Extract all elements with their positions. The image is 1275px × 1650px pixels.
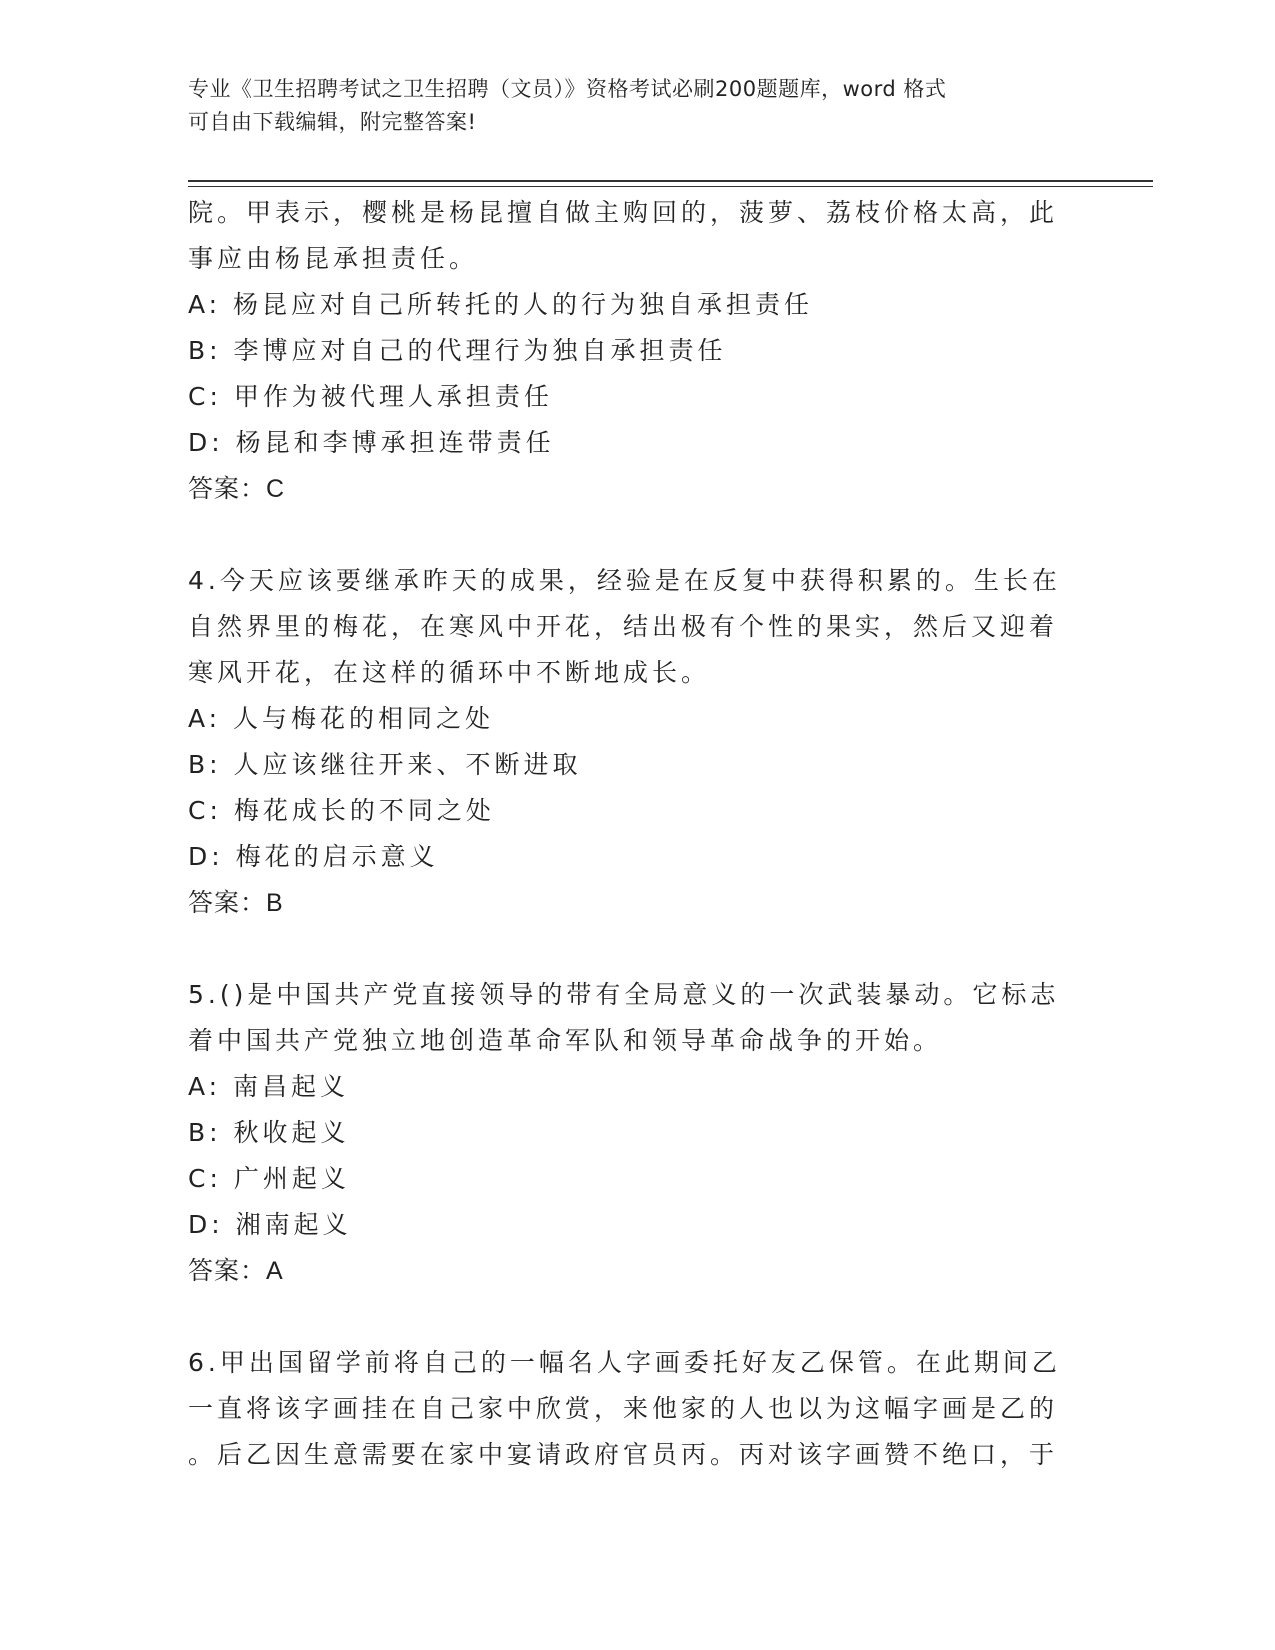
option-b: B: 李博应对自己的代理行为独自承担责任 [188, 336, 727, 365]
question-stem-line: 6.甲出国留学前将自己的一幅名人字画委托好友乙保管。在此期间乙 [188, 1348, 1061, 1377]
spacer [188, 512, 1068, 558]
question-stem-line: 自然界里的梅花，在寒风中开花，结出极有个性的果实，然后又迎着 [188, 612, 1059, 641]
answer-label: 答案：A [188, 1257, 284, 1285]
header-divider-thin [188, 186, 1153, 187]
answer-label: 答案：B [188, 889, 284, 917]
option-b: B: 人应该继往开来、不断进取 [188, 750, 582, 779]
question-stem-line: 寒风开花，在这样的循环中不断地成长。 [188, 658, 711, 687]
answer-label: 答案：C [188, 475, 286, 503]
header-line-1: 专业《卫生招聘考试之卫生招聘（文员）》资格考试必刷200题题库，word 格式 [188, 77, 947, 101]
option-a: A: 南昌起义 [188, 1072, 350, 1101]
question-stem-line: 4.今天应该要继承昨天的成果，经验是在反复中获得积累的。生长在 [188, 566, 1061, 595]
question-stem-line: 5.()是中国共产党直接领导的带有全局意义的一次武装暴动。它标志 [188, 980, 1060, 1009]
option-b: B: 秋收起义 [188, 1118, 350, 1147]
option-d: D: 杨昆和李博承担连带责任 [188, 428, 555, 457]
option-d: D: 梅花的启示意义 [188, 842, 439, 871]
option-a: A: 杨昆应对自己所转托的人的行为独自承担责任 [188, 290, 814, 319]
spacer [188, 1294, 1068, 1340]
question-content [188, 190, 1068, 1478]
option-c: C: 广州起义 [188, 1164, 350, 1193]
question-stem-line: 一直将该字画挂在自己家中欣赏，来他家的人也以为这幅字画是乙的 [188, 1394, 1059, 1423]
question-stem-line: 事应由杨昆承担责任。 [188, 244, 479, 273]
question-6 [188, 1340, 1068, 1478]
question-3 [188, 190, 1068, 512]
header-divider-thick [188, 180, 1153, 182]
page-header [188, 73, 1068, 139]
question-5 [188, 972, 1068, 1294]
option-c: C: 甲作为被代理人承担责任 [188, 382, 553, 411]
option-d: D: 湘南起义 [188, 1210, 352, 1239]
header-line-2: 可自由下载编辑，附完整答案! [188, 110, 477, 134]
question-stem-line: 着中国共产党独立地创造革命军队和领导革命战争的开始。 [188, 1026, 943, 1055]
option-a: A: 人与梅花的相同之处 [188, 704, 495, 733]
question-stem-line: 院。甲表示，樱桃是杨昆擅自做主购回的，菠萝、荔枝价格太高，此 [188, 198, 1059, 227]
question-stem-line: 。后乙因生意需要在家中宴请政府官员丙。丙对该字画赞不绝口，于 [188, 1440, 1059, 1469]
option-c: C: 梅花成长的不同之处 [188, 796, 495, 825]
question-4 [188, 558, 1068, 926]
spacer [188, 926, 1068, 972]
